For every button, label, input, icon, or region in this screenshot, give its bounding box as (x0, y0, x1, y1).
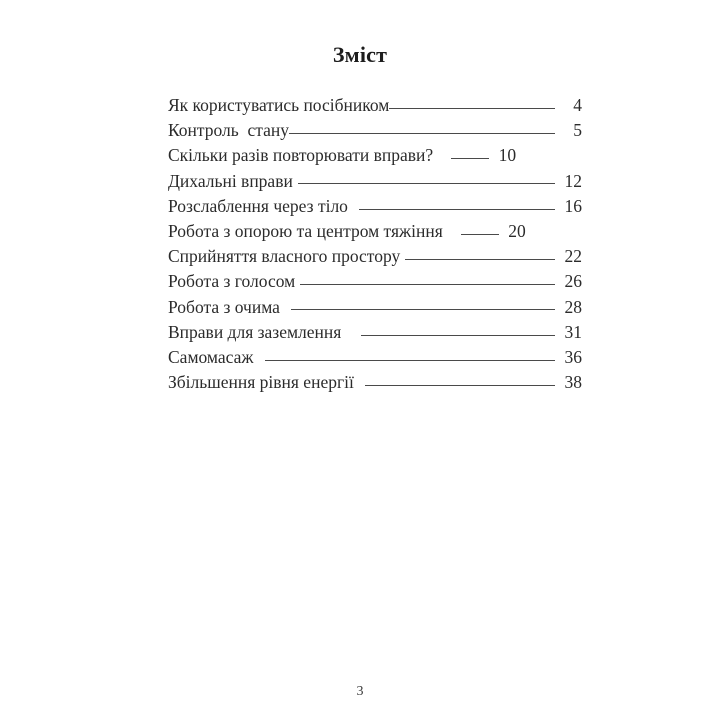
table-of-contents-list (168, 93, 582, 395)
toc-entry-title: Збільшення рівня енергії (168, 372, 354, 393)
toc-entry-title: Як користуватись посібником (168, 95, 390, 115)
toc-leader-rule (359, 194, 555, 212)
toc-leader-rule (389, 94, 555, 112)
toc-entry[interactable] (168, 194, 582, 219)
page-folio-number: 3 (356, 684, 364, 699)
toc-leader-rule (300, 270, 555, 288)
toc-entry-title: Розслаблення через тіло (168, 195, 348, 216)
page-title: Зміст (332, 42, 388, 67)
toc-entry-title: Робота з опорою та центром тяжіння (168, 220, 443, 241)
toc-leader-rule (289, 119, 555, 137)
toc-entry-title: Сприйняття власного простору (168, 246, 401, 267)
toc-entry-page-number: 38 (564, 372, 582, 393)
toc-entry-page-number: 31 (564, 321, 582, 342)
toc-leader-rule (291, 295, 555, 313)
toc-entry-page-number: 10 (498, 145, 517, 166)
toc-leader-rule (451, 144, 489, 162)
toc-entry-page-number: 16 (564, 195, 582, 216)
toc-entry-page-number: 12 (564, 170, 582, 191)
toc-entry[interactable] (168, 269, 582, 294)
toc-entry-page-number: 4 (573, 95, 582, 115)
toc-leader-rule (461, 219, 499, 237)
toc-entry-title: Дихальні вправи (168, 170, 293, 191)
toc-entry-page-number: 22 (564, 246, 582, 267)
toc-leader-rule (405, 245, 555, 263)
toc-entry-title: Скільки разів повторювати вправи? (168, 145, 434, 166)
toc-leader-rule (298, 169, 555, 187)
toc-entry[interactable] (168, 370, 582, 395)
toc-entry-title: Контроль стану (168, 120, 290, 141)
toc-entry-page-number: 20 (508, 220, 526, 241)
toc-leader-rule (265, 345, 556, 363)
toc-entry[interactable] (168, 169, 582, 194)
toc-entry-title: Робота з голосом (168, 271, 296, 292)
toc-entry[interactable] (168, 219, 582, 244)
toc-entry-page-number: 28 (564, 296, 582, 317)
toc-entry[interactable] (168, 93, 582, 118)
toc-entry-title: Вправи для заземлення (168, 321, 342, 342)
toc-leader-rule (365, 371, 555, 389)
toc-entry-page-number: 36 (564, 346, 582, 367)
toc-entry-page-number: 5 (573, 120, 582, 141)
toc-entry[interactable] (168, 345, 582, 370)
toc-entry[interactable] (168, 295, 582, 320)
toc-leader-rule (361, 320, 555, 338)
toc-entry[interactable] (168, 244, 582, 269)
toc-entry-title: Робота з очима (168, 296, 280, 317)
toc-entry-page-number: 26 (564, 271, 582, 292)
toc-entry[interactable] (168, 118, 582, 143)
toc-entry-title: Самомасаж (168, 346, 254, 367)
toc-entry[interactable] (168, 320, 582, 345)
toc-entry[interactable] (168, 143, 582, 168)
